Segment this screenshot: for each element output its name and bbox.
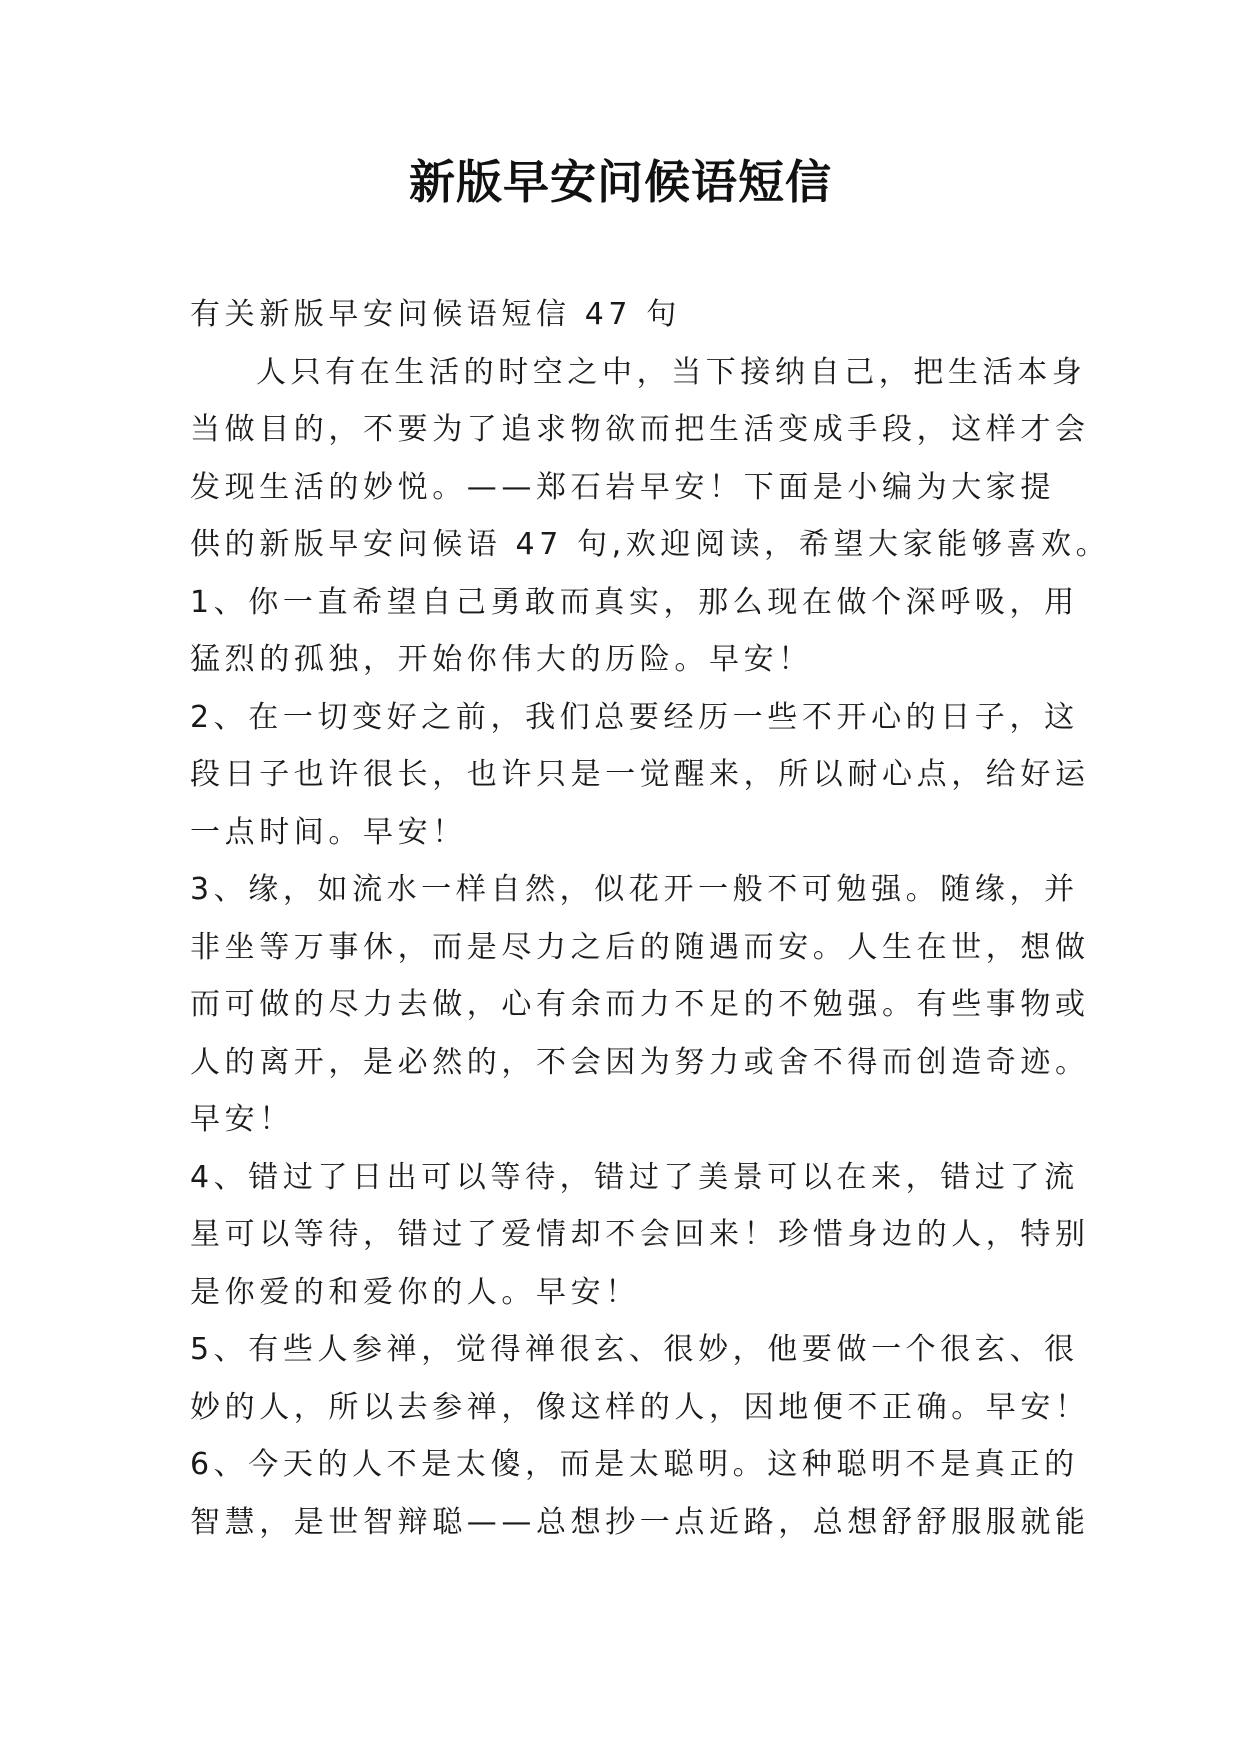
intro-paragraph-line: 当做目的，不要为了追求物欲而把生活变成手段，这样才会 [190,412,1090,447]
item-1-line: 猛烈的孤独，开始你伟大的历险。早安！ [190,642,813,677]
item-3-line: 非坐等万事休，而是尽力之后的随遇而安。人生在世，想做 [190,929,1090,965]
item-3-line: 早安！ [190,1102,294,1137]
item-4-line: 4、错过了日出可以等待，错过了美景可以在来，错过了流 [190,1159,1079,1195]
item-2-line: 一点时间。早安！ [190,814,467,850]
item-4-line: 星可以等待，错过了爱情却不会回来！珍惜身边的人，特别 [190,1217,1090,1252]
intro-paragraph-line: 人只有在生活的时空之中，当下接纳自己，把生活本身 [256,354,1087,390]
item-5-line: 妙的人，所以去参禅，像这样的人，因地便不正确。早安！ [190,1389,1090,1425]
document-title: 新版早安问候语短信 [409,155,832,209]
intro-paragraph-line: 发现生活的妙悦。——郑石岩早安！下面是小编为大家提 [190,469,1055,505]
item-1-line: 1、你一直希望自己勇敢而真实，那么现在做个深呼吸，用 [190,584,1079,620]
item-5-line: 5、有些人参禅，觉得禅很玄、很妙，他要做一个很玄、很 [190,1332,1079,1367]
intro-paragraph-line: 供的新版早安问候语 47 句,欢迎阅读，希望大家能够喜欢。 [190,527,1111,562]
item-2-line: 段日子也许很长，也许只是一觉醒来，所以耐心点，给好运 [190,757,1090,792]
subtitle-line: 有关新版早安问候语短信 47 句 [190,297,681,332]
item-3-line: 而可做的尽力去做，心有余而力不足的不勉强。有些事物或 [190,987,1090,1022]
item-2-line: 2、在一切变好之前，我们总要经历一些不开心的日子，这 [190,699,1079,735]
document-body [190,286,1111,1551]
item-6-line: 6、今天的人不是太傻，而是太聪明。这种聪明不是真正的 [190,1447,1079,1482]
item-3-line: 3、缘，如流水一样自然，似花开一般不可勉强。随缘，并 [190,872,1079,907]
item-6-line: 智慧，是世智辩聪——总想抄一点近路，总想舒舒服服就能 [190,1504,1090,1540]
item-4-line: 是你爱的和爱你的人。早安！ [190,1274,640,1310]
item-3-line: 人的离开，是必然的，不会因为努力或舍不得而创造奇迹。 [190,1044,1090,1080]
